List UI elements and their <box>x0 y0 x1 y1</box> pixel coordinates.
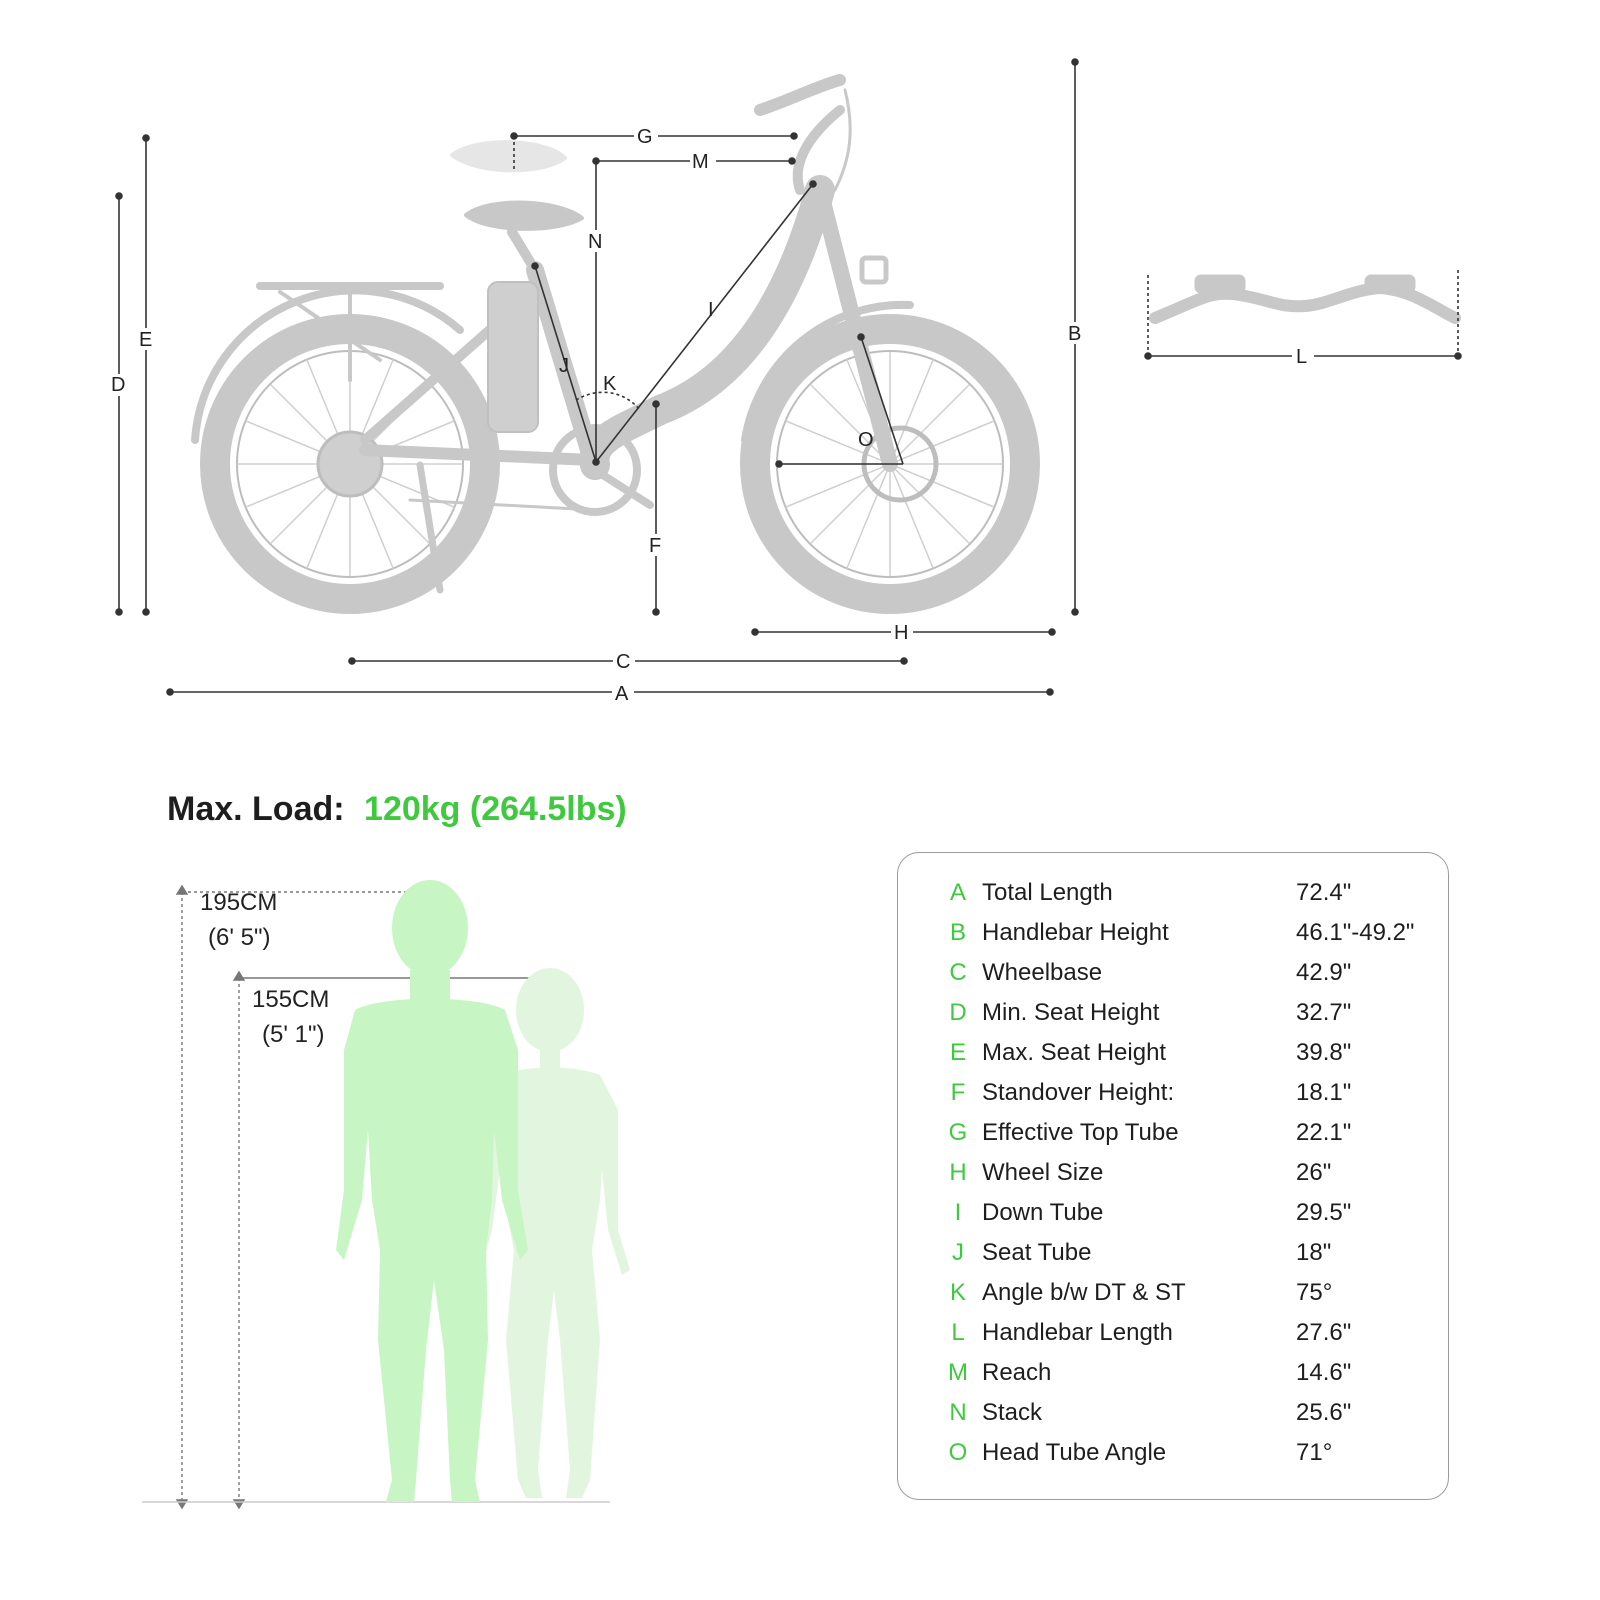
spec-letter: K <box>949 1279 966 1306</box>
spec-letter: C <box>949 959 967 986</box>
spec-row <box>898 1039 1448 1079</box>
spec-name: Handlebar Length <box>982 1319 1173 1346</box>
spec-value: 71° <box>1296 1439 1333 1466</box>
spec-value: 46.1"-49.2" <box>1296 919 1415 946</box>
spec-value: 14.6" <box>1296 1359 1352 1386</box>
spec-row <box>898 1359 1448 1399</box>
spec-row <box>898 879 1448 919</box>
spec-row <box>898 999 1448 1039</box>
spec-row <box>898 1279 1448 1319</box>
max-load-value: 120kg (264.5lbs) <box>364 790 627 828</box>
max-load <box>167 790 627 829</box>
spec-name: Seat Tube <box>982 1239 1092 1266</box>
spec-letter: G <box>948 1119 968 1146</box>
dim-label-n: N <box>588 231 603 253</box>
rider-height-illustration <box>130 870 650 1510</box>
spec-row <box>898 1399 1448 1439</box>
spec-row <box>898 1199 1448 1239</box>
spec-name: Stack <box>982 1399 1043 1426</box>
spec-row <box>898 1079 1448 1119</box>
spec-letter: J <box>952 1239 964 1266</box>
saddle <box>466 203 582 229</box>
spec-value: 18.1" <box>1296 1079 1352 1106</box>
spec-letter: I <box>954 1199 962 1226</box>
dim-label-j: J <box>559 355 569 377</box>
short-height-label <box>252 983 329 1053</box>
spec-value: 26" <box>1296 1159 1332 1186</box>
spec-name: Total Length <box>982 879 1113 906</box>
spec-name: Handlebar Height <box>982 919 1169 946</box>
bike-illustration <box>195 80 1025 599</box>
battery <box>488 282 538 432</box>
spec-table <box>897 852 1449 1500</box>
spec-letter: N <box>949 1399 967 1426</box>
dim-label-o: O <box>858 429 874 451</box>
spec-row <box>898 919 1448 959</box>
dim-label-f: F <box>649 535 662 557</box>
dim-label-k: K <box>603 373 617 395</box>
spec-letter: F <box>950 1079 966 1106</box>
max-load-label: Max. Load: <box>167 790 345 828</box>
spec-letter: E <box>949 1039 966 1066</box>
dim-label-d: D <box>111 374 126 396</box>
dim-label-c: C <box>616 651 631 673</box>
dimension-labels <box>109 126 1314 705</box>
spec-name: Wheelbase <box>982 959 1103 986</box>
spec-value: 42.9" <box>1296 959 1352 986</box>
spec-letter: M <box>948 1359 968 1386</box>
spec-name: Reach <box>982 1359 1052 1386</box>
spec-value: 39.8" <box>1296 1039 1352 1066</box>
spec-name: Min. Seat Height <box>982 999 1160 1026</box>
spec-letter: O <box>948 1439 968 1466</box>
dim-label-a: A <box>615 683 629 705</box>
tall-height-cm: 195CM <box>200 889 278 916</box>
spec-name: Angle b/w DT & ST <box>982 1279 1186 1306</box>
spec-value: 25.6" <box>1296 1399 1352 1426</box>
main-frame <box>594 190 820 465</box>
spec-letter: L <box>951 1319 965 1346</box>
dim-label-i: I <box>708 299 714 321</box>
spec-row <box>898 1119 1448 1159</box>
spec-value: 75° <box>1296 1279 1333 1306</box>
spec-name: Down Tube <box>982 1199 1104 1226</box>
handlebar-top-view <box>1155 275 1455 318</box>
spec-name: Wheel Size <box>982 1159 1104 1186</box>
spec-row <box>898 1239 1448 1279</box>
dim-label-l: L <box>1296 346 1308 368</box>
short-height-cm: 155CM <box>252 986 330 1013</box>
spec-name: Effective Top Tube <box>982 1119 1179 1146</box>
tall-height-ft: (6' 5") <box>208 923 271 951</box>
spec-letter: H <box>949 1159 967 1186</box>
spec-letter: A <box>949 879 966 906</box>
spec-name: Head Tube Angle <box>982 1439 1167 1466</box>
spec-row <box>898 1439 1448 1479</box>
spec-name: Max. Seat Height <box>982 1039 1167 1066</box>
spec-row <box>898 959 1448 999</box>
spec-row <box>898 1319 1448 1359</box>
dim-label-g: G <box>637 126 653 148</box>
spec-value: 29.5" <box>1296 1199 1352 1226</box>
spec-name: Standover Height: <box>982 1079 1175 1106</box>
dim-label-e: E <box>139 329 153 351</box>
spec-value: 27.6" <box>1296 1319 1352 1346</box>
bike-geometry-diagram <box>0 0 1600 740</box>
dim-label-h: H <box>894 622 909 644</box>
spec-row <box>898 1159 1448 1199</box>
dim-label-b: B <box>1068 323 1082 345</box>
tall-height-label <box>200 886 277 956</box>
spec-value: 32.7" <box>1296 999 1352 1026</box>
spec-value: 22.1" <box>1296 1119 1352 1146</box>
dim-label-m: M <box>692 151 709 173</box>
spec-letter: D <box>949 999 967 1026</box>
spec-value: 18" <box>1296 1239 1332 1266</box>
short-height-ft: (5' 1") <box>262 1020 325 1048</box>
spec-value: 72.4" <box>1296 879 1352 906</box>
man-silhouette <box>336 880 528 1502</box>
spec-letter: B <box>949 919 966 946</box>
